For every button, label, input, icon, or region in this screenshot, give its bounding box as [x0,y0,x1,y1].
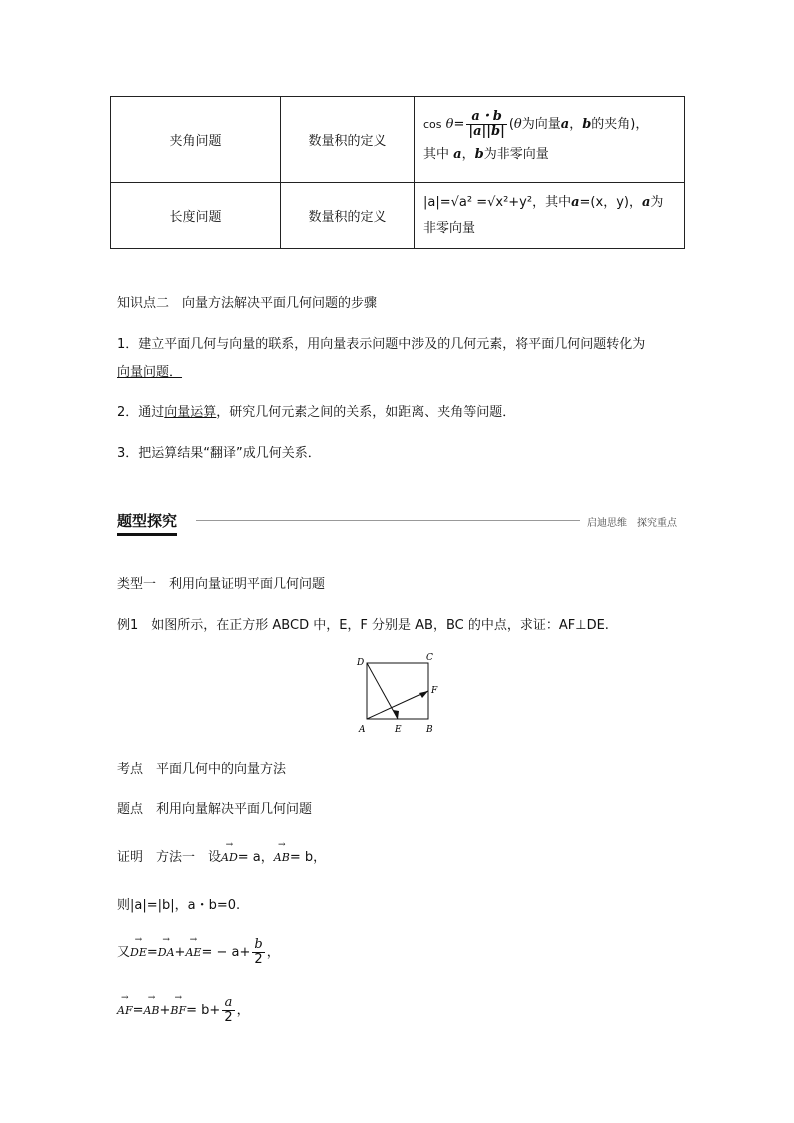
step-2-underline: 向量运算 [164,405,217,420]
theta-symbol: θ [445,116,454,132]
vector-a: a [560,116,570,132]
plus-sign: + [174,945,186,960]
half-a-fraction [222,996,234,1025]
formula-cell [415,183,685,249]
vector-ab: → AB [274,851,290,864]
proof-text: = b， [289,850,327,865]
table-row [111,97,685,183]
arrowhead-e [393,710,399,719]
fraction-numerator: a [222,996,234,1011]
equals-sign: = [146,945,158,960]
section-title: 题型探究 [117,510,177,536]
formula-text: 为 [650,194,664,210]
vector-bf: → BF [170,1004,186,1017]
proof-text: = a， [237,850,274,865]
square-abcd [367,663,428,719]
formula-text: 的夹角)， [591,116,649,132]
proof-line-2: 则|a|=|b|，a・b=0. [117,898,241,913]
paren: ( [508,116,514,132]
fraction-denominator: |a||b| [468,123,505,139]
formula-text: =(x，y)， [579,194,642,210]
table-row [111,183,685,249]
vector-af: → AF [117,1004,133,1017]
proof-line-1 [117,846,326,865]
proof-text: = − a+ [201,945,251,960]
proof-line-3 [117,938,280,967]
square-figure [352,650,446,736]
vector-ae: → AE [185,946,201,959]
formula-text: 为向量 [521,116,561,132]
vector-ab: → AB [143,1004,159,1017]
vector-a: a [571,194,580,210]
equals-sign: = [453,116,465,132]
half-b-fraction [252,938,264,967]
step-2-pre: 2．通过 [117,405,165,420]
comma: ， [461,146,475,162]
fraction-denominator: 2 [254,952,263,967]
vector-b: b [474,146,484,162]
cos-label: cos [423,117,442,131]
proof-line-4 [117,996,250,1025]
step-2-post: ，研究几何元素之间的关系，如距离、夹角等问题． [216,405,516,420]
vector-b: b [582,116,592,132]
type-heading: 类型一 利用向量证明平面几何问题 [117,577,326,592]
method-table [110,96,685,249]
label-e: E [395,725,402,735]
comma: ， [569,116,583,132]
tidian: 题点 利用向量解决平面几何问题 [117,802,313,817]
theta-symbol: θ [513,116,522,132]
equals-sign: = [132,1003,144,1018]
plus-sign: + [159,1003,171,1018]
kaodian: 考点 平面几何中的向量方法 [117,762,287,777]
formula-text: 为非零向量 [483,146,549,162]
label-a: A [359,725,366,735]
formula-cell [415,97,685,183]
knowledge-title: 知识点二 向量方法解决平面几何问题的步骤 [117,296,378,311]
proof-text: 又 [117,945,131,960]
label-f: F [431,686,438,696]
fraction-numerator: a・b [466,110,506,125]
vector-a: a [641,194,651,210]
problem-cell: 夹角问题 [111,97,281,183]
problem-cell: 长度问题 [111,183,281,249]
proof-text: = b+ [186,1003,221,1018]
section-divider [196,520,580,521]
vector-de: → DE [130,946,147,959]
cos-fraction [466,110,506,139]
comma: ， [266,945,280,960]
vector-ad: → AD [221,851,238,864]
fraction-denominator: 2 [224,1010,233,1025]
label-d: D [357,658,365,668]
step-1-cont: 向量问题． [117,365,183,380]
vector-a: a [453,146,462,162]
step-3: 3．把运算结果“翻译”成几何关系． [117,446,321,461]
step-2 [117,401,515,420]
arrowhead-f [419,691,428,698]
method-cell: 数量积的定义 [281,183,415,249]
section-side-text: 启迪思维 探究重点 [587,518,677,529]
comma: ， [236,1003,250,1018]
step-1: 1．建立平面几何与向量的联系，用向量表示问题中涉及的几何元素，将平面几何问题转化为 [117,337,646,352]
proof-text: 证明 方法一 设 [117,850,222,865]
label-c: C [426,653,433,663]
formula-text: 非零向量 [423,220,476,236]
length-formula: |a|=√a² =√x²+y²，其中 [423,194,572,210]
example-text: 例1 如图所示，在正方形 ABCD 中，E，F 分别是 AB，BC 的中点，求证：AF⊥DE. [117,618,609,633]
method-cell: 数量积的定义 [281,97,415,183]
label-b: B [426,725,433,735]
fraction-numerator: b [254,937,263,952]
formula-text: 其中 [423,146,450,162]
vector-da: → DA [158,946,175,959]
